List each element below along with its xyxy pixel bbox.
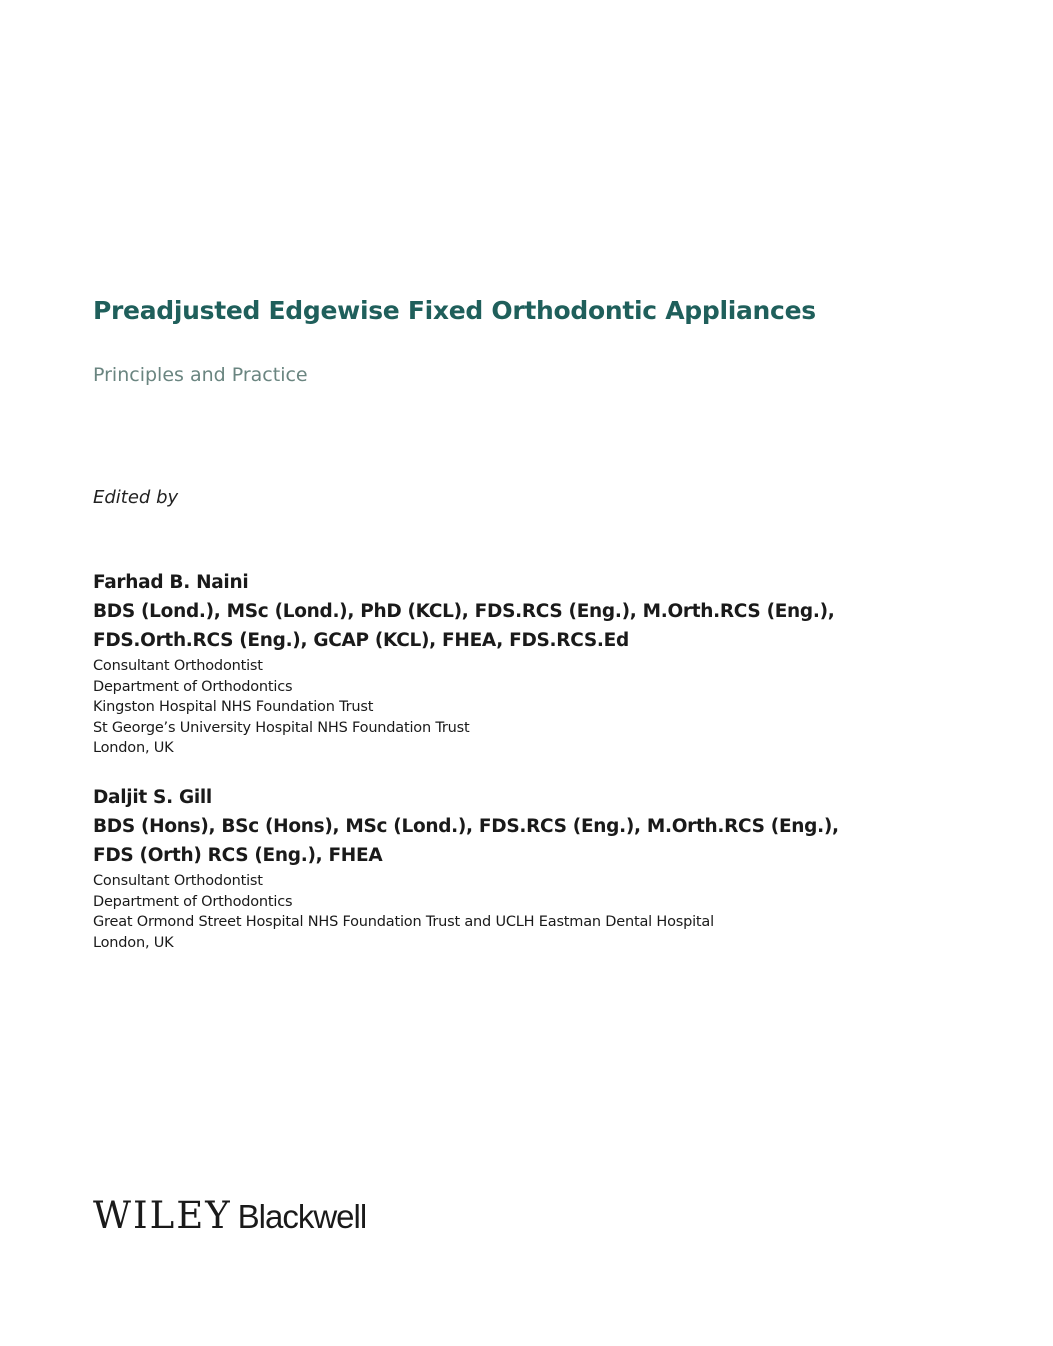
publisher-logo bbox=[93, 1192, 366, 1240]
editor-affiliation bbox=[93, 656, 993, 759]
book-subtitle: Principles and Practice bbox=[93, 364, 308, 386]
editor-credentials-line: BDS (Lond.), MSc (Lond.), PhD (KCL), FDS.RCS (Eng.), M.Orth.RCS (Eng.), bbox=[93, 601, 835, 622]
logo-wiley-wordmark: WILEY bbox=[93, 1194, 232, 1237]
editor-credentials-line: BDS (Hons), BSc (Hons), MSc (Lond.), FDS.RCS (Eng.), M.Orth.RCS (Eng.), bbox=[93, 816, 839, 837]
affiliation-line: London, UK bbox=[93, 934, 174, 951]
editor-affiliation bbox=[93, 871, 993, 953]
affiliation-line: St George’s University Hospital NHS Foundation Trust bbox=[93, 719, 470, 736]
editor-name: Daljit S. Gill bbox=[93, 787, 212, 808]
logo-blackwell-wordmark: Blackwell bbox=[237, 1198, 367, 1235]
affiliation-line: London, UK bbox=[93, 740, 174, 756]
affiliation-line: Consultant Orthodontist bbox=[93, 873, 263, 889]
edited-by-label: Edited by bbox=[93, 487, 179, 508]
editor-credentials-line: FDS (Orth) RCS (Eng.), FHEA bbox=[93, 845, 383, 866]
affiliation-line: Department of Orthodontics bbox=[93, 678, 293, 695]
editor-credentials-line: FDS.Orth.RCS (Eng.), GCAP (KCL), FHEA, FDS.RCS.Ed bbox=[93, 630, 629, 651]
affiliation-line: Consultant Orthodontist bbox=[93, 658, 263, 674]
affiliation-line: Kingston Hospital NHS Foundation Trust bbox=[93, 699, 374, 715]
affiliation-line: Great Ormond Street Hospital NHS Foundation Trust and UCLH Eastman Dental Hospital bbox=[93, 914, 714, 930]
book-title: Preadjusted Edgewise Fixed Orthodontic Appliances bbox=[93, 296, 816, 325]
editor-name: Farhad B. Naini bbox=[93, 572, 249, 593]
editor-block bbox=[93, 568, 993, 759]
editor-block bbox=[93, 783, 993, 953]
affiliation-line: Department of Orthodontics bbox=[93, 893, 293, 910]
